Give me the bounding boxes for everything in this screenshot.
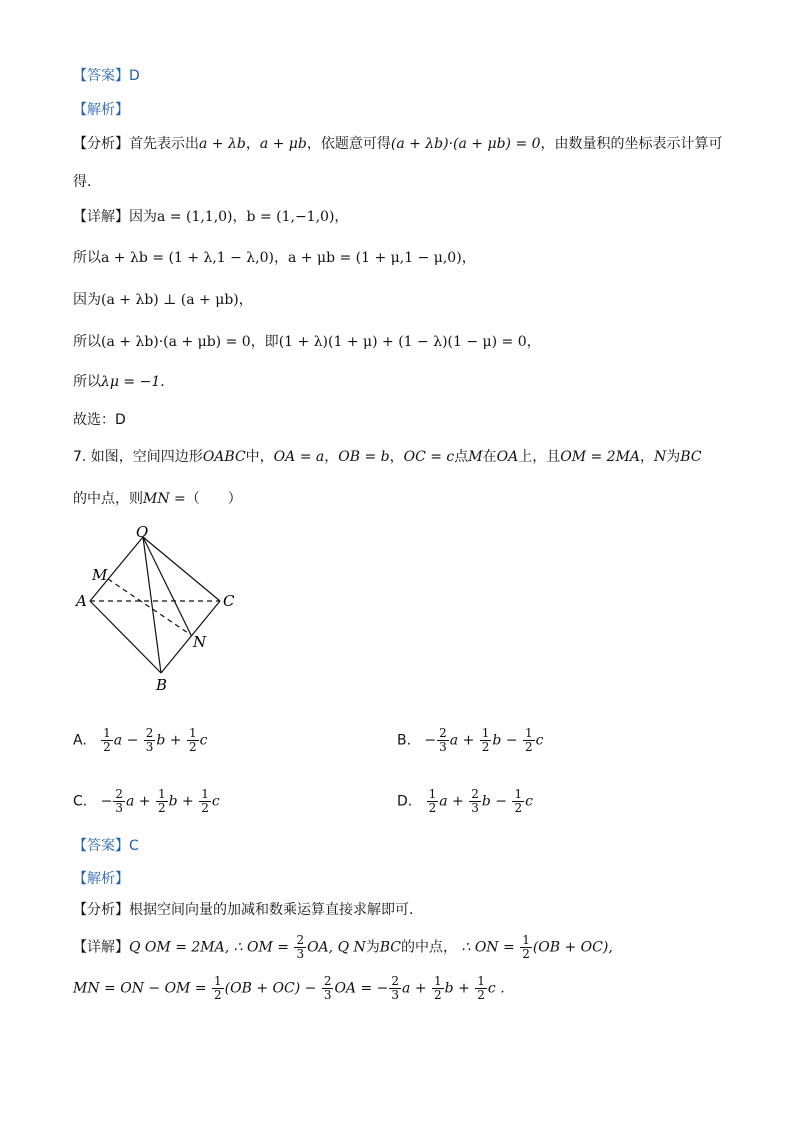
option-b-term: b −	[492, 732, 523, 749]
label-N: N	[193, 633, 207, 651]
detail-expr: Q OM = 2MA, ∴ OM =	[129, 939, 294, 956]
fraction-half: $\frac{1}{2}$	[189, 726, 197, 754]
analysis-line-1	[73, 134, 723, 154]
q7-ratio: OM = 2MA	[560, 449, 641, 465]
q7-text: 上，且	[518, 449, 561, 465]
option-a-term: a −	[113, 732, 143, 749]
option-b-label: B.	[397, 732, 412, 749]
final-expr: c .	[487, 980, 505, 997]
detail-expr: ∴ ON =	[461, 939, 520, 956]
option-d-label: D.	[397, 793, 413, 810]
edge-OC	[143, 537, 220, 601]
detail-text: 的中点，	[401, 939, 458, 956]
step-line-1	[73, 248, 476, 268]
option-a-term: b +	[156, 732, 186, 749]
option-c-label: C.	[73, 793, 88, 810]
final-expr: (OB + OC) −	[224, 980, 321, 997]
period: .	[160, 374, 165, 390]
expr-dot-product: (a + λb)·(a + μb) = 0	[390, 136, 541, 152]
option-c-term: c	[211, 793, 220, 810]
step-expr-2: a + μb = (1 + μ,1 − μ,0)	[288, 250, 462, 266]
fraction-half: $\frac{1}{2}$	[201, 787, 209, 815]
analysis-label-1: 【解析】	[73, 102, 129, 118]
q7-text: 为	[666, 449, 681, 465]
q7-vec-mn: MN =	[143, 491, 186, 507]
step-line-2	[73, 290, 253, 310]
option-c[interactable]	[73, 788, 220, 815]
fraction-two-thirds: $\frac{2}{3}$	[471, 787, 479, 815]
step-line-4	[73, 372, 165, 392]
fraction-half: $\frac{1}{2}$	[481, 726, 490, 754]
q7-point-m: M	[468, 449, 483, 465]
comma: ，	[461, 250, 476, 266]
option-d-term: c	[525, 793, 533, 810]
step-dot-zero: (a + λb)·(a + μb) = 0	[101, 334, 251, 350]
answer-label-2: 【答案】C	[73, 838, 139, 854]
option-d[interactable]	[397, 788, 533, 815]
analysis-line-2: 【分析】根据空间向量的加减和数乘运算直接求解即可.	[73, 902, 414, 918]
fraction-half: $\frac{1}{2}$	[525, 726, 533, 754]
q7-segment: OA	[496, 449, 519, 465]
minus-sign: −	[424, 732, 437, 749]
detail-line-2	[73, 934, 613, 961]
detail-line-1	[73, 207, 348, 227]
detail-expr: (OB + OC),	[532, 939, 613, 956]
fraction-half: $\frac{1}{2}$	[157, 787, 166, 815]
q7-vec-oa: OA = a	[273, 449, 325, 465]
minus-sign: −	[100, 793, 113, 810]
option-a-term: c	[199, 732, 208, 749]
fraction-half: $\frac{1}{2}$	[522, 933, 530, 961]
expr-a-mu-b: a + μb	[259, 136, 307, 152]
option-d-term: b −	[481, 793, 512, 810]
final-expr: a +	[402, 980, 432, 997]
comma: ，	[245, 136, 260, 152]
option-d-term: a +	[439, 793, 469, 810]
fraction-two-thirds: $\frac{2}{3}$	[296, 933, 305, 961]
label-O: O	[136, 525, 149, 541]
fraction-two-thirds: $\frac{2}{3}$	[323, 974, 332, 1002]
question-7-line-2	[73, 489, 242, 509]
step-prefix: 所以	[73, 374, 101, 390]
detail-expr: OA, Q N	[307, 939, 366, 956]
q7-intro: 7. 如图，空间四边形	[73, 449, 203, 465]
comma: ，	[640, 449, 655, 465]
fraction-two-thirds: $\frac{2}{3}$	[115, 787, 123, 815]
fraction-two-thirds: $\frac{2}{3}$	[439, 726, 447, 754]
q7-text: 点	[454, 449, 469, 465]
vec-a-def: a = (1,1,0)	[157, 209, 233, 225]
option-b-term: c	[535, 732, 544, 749]
step-result: λμ = −1	[101, 374, 161, 390]
option-a-label: A.	[73, 732, 87, 749]
comma: ，	[238, 292, 253, 308]
q7-segment-bc: BC	[680, 449, 702, 465]
final-expr: MN = ON − OM =	[73, 980, 212, 997]
q7-vec-ob: OB = b	[338, 449, 390, 465]
comma: ，	[334, 209, 349, 225]
analysis-tail: ，由数量积的坐标表示计算可	[540, 136, 723, 152]
comma: ，	[389, 449, 404, 465]
fraction-half: $\frac{1}{2}$	[434, 974, 442, 1002]
step-prefix: 因为	[73, 292, 101, 308]
q7-point-n: N	[654, 449, 667, 465]
option-b-term: a +	[449, 732, 479, 749]
label-M: M	[92, 566, 108, 584]
step-prefix: 所以	[73, 250, 101, 266]
q7-shape: OABC	[202, 449, 246, 465]
detail-intro: 【详解】因为	[73, 209, 157, 225]
detail-intro: 【详解】	[73, 939, 129, 956]
q7-text: 的中点，则	[73, 491, 143, 507]
edge-AB	[90, 601, 161, 673]
step-connector: ，即	[250, 334, 279, 350]
step-perp: (a + λb) ⊥ (a + μb)	[101, 292, 239, 308]
fraction-half: $\frac{1}{2}$	[514, 787, 523, 815]
label-B: B	[156, 676, 168, 694]
q7-text: 在	[482, 449, 497, 465]
option-c-term: a +	[125, 793, 155, 810]
step-expr-1: a + λb = (1 + λ,1 − λ,0)	[101, 250, 274, 266]
fraction-half: $\frac{1}{2}$	[103, 726, 111, 754]
choice-line-1: 故选：D	[73, 412, 126, 428]
fraction-half: $\frac{1}{2}$	[428, 787, 437, 815]
analysis-intro: 【分析】首先表示出	[73, 136, 199, 152]
step-prefix: 所以	[73, 334, 101, 350]
analysis-label-2: 【解析】	[73, 871, 129, 887]
final-expr: OA = −	[334, 980, 389, 997]
comma: ，	[526, 334, 541, 350]
q7-blank: （ ）	[185, 491, 242, 507]
comma: ，	[324, 449, 339, 465]
step-expanded: (1 + λ)(1 + μ) + (1 − λ)(1 − μ) = 0	[278, 334, 527, 350]
option-a[interactable]	[73, 727, 207, 754]
step-line-3	[73, 332, 541, 352]
fraction-half: $\frac{1}{2}$	[214, 974, 222, 1002]
analysis-line-1-cont: 得.	[73, 174, 92, 190]
detail-segment: BC	[379, 939, 402, 956]
comma: ，	[274, 250, 288, 266]
edge-ON	[143, 537, 191, 635]
question-7-line-1	[73, 447, 702, 467]
option-b[interactable]	[397, 727, 544, 754]
edge-BC	[161, 601, 220, 673]
option-c-term: b +	[168, 793, 199, 810]
q7-text: 中，	[245, 449, 274, 465]
analysis-mid: ，依题意可得	[306, 136, 391, 152]
final-line	[73, 975, 505, 1002]
fraction-half: $\frac{1}{2}$	[477, 974, 485, 1002]
label-C: C	[223, 592, 235, 610]
q7-vec-oc: OC = c	[403, 449, 455, 465]
label-A: A	[76, 592, 87, 610]
tetrahedron-figure	[70, 525, 250, 695]
detail-text: 为	[365, 939, 380, 956]
fraction-two-thirds: $\frac{2}{3}$	[145, 726, 154, 754]
fraction-two-thirds: $\frac{2}{3}$	[391, 974, 400, 1002]
final-expr: b +	[444, 980, 475, 997]
comma: ，	[232, 209, 247, 225]
vec-b-def: b = (1,−1,0)	[246, 209, 335, 225]
answer-label-1: 【答案】D	[73, 68, 140, 84]
expr-a-lambda-b: a + λb	[199, 136, 246, 152]
